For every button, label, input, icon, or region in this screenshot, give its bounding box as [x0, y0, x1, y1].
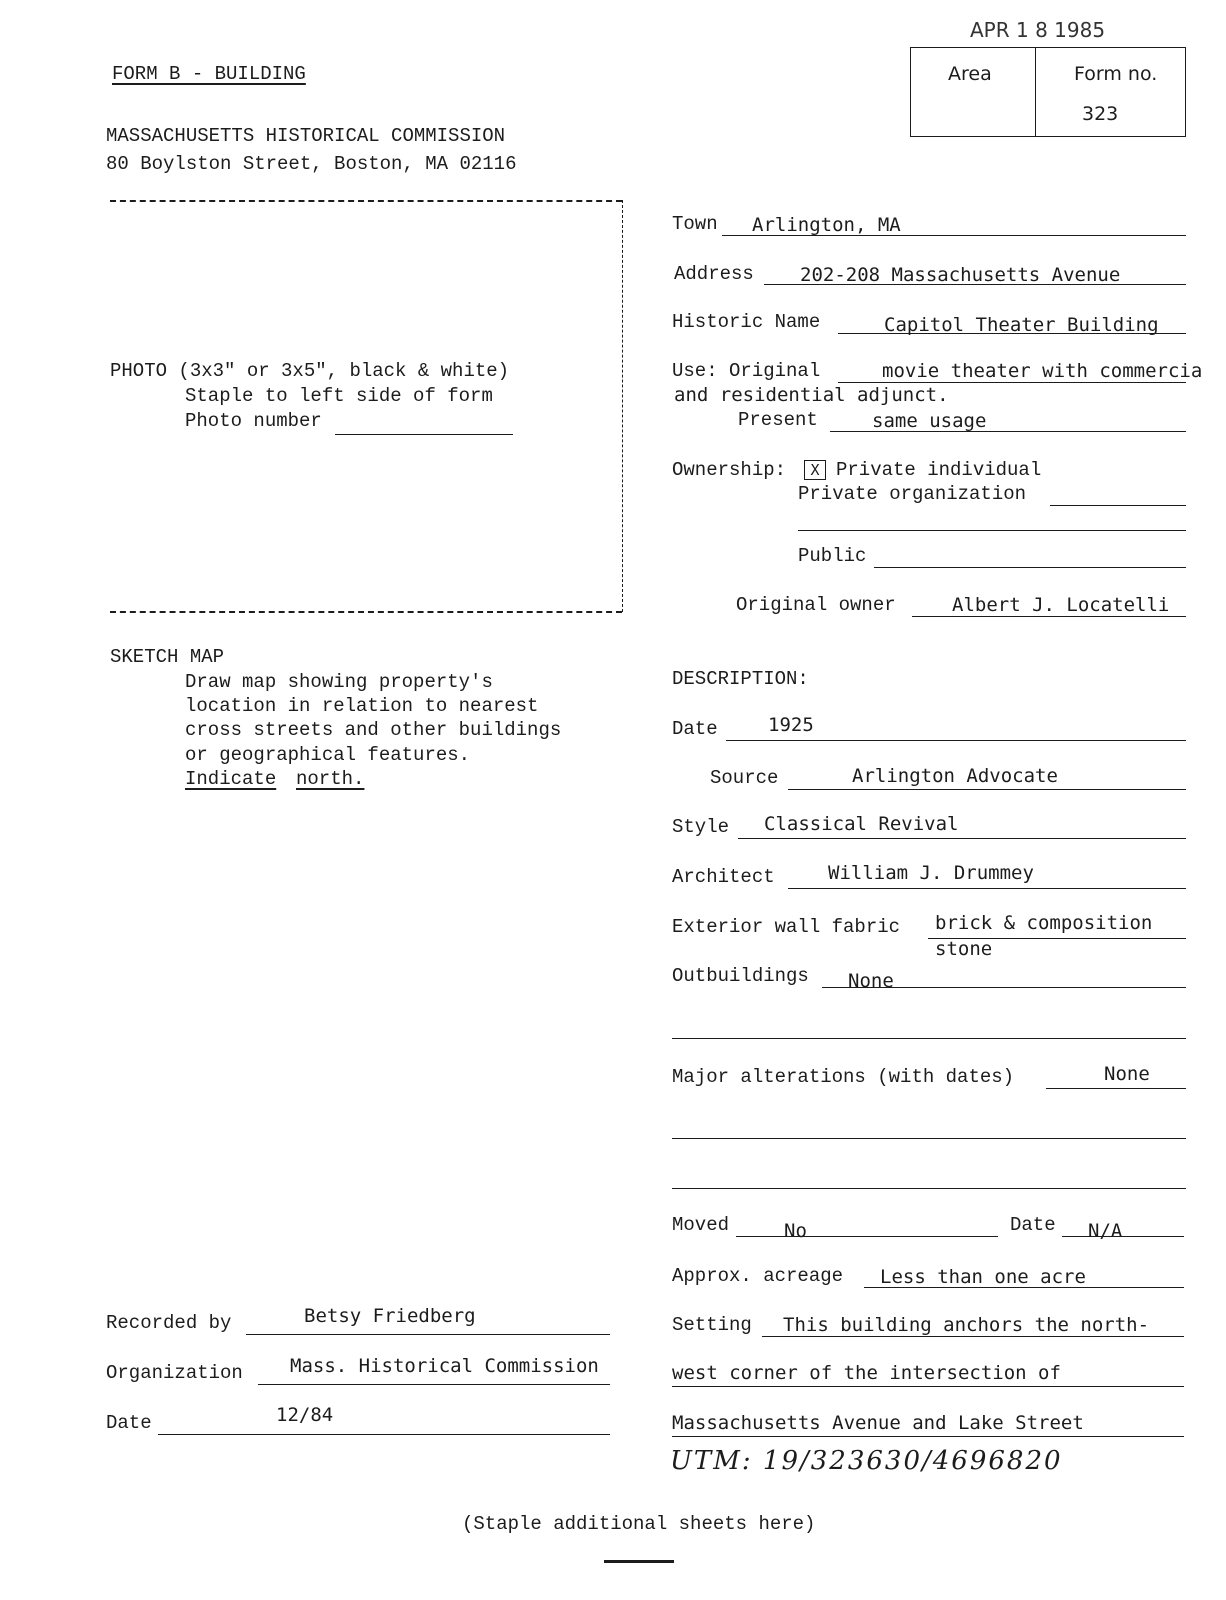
town-label: Town: [672, 213, 718, 235]
recorded-by-field[interactable]: Betsy Friedberg: [304, 1305, 476, 1327]
acreage-field[interactable]: Less than one acre: [880, 1266, 1086, 1288]
photo-number-label: Photo number: [185, 410, 322, 432]
exterior-wall-label: Exterior wall fabric: [672, 916, 901, 938]
moved-date-label: Date: [1010, 1214, 1056, 1236]
use-original-continued: and residential adjunct.: [674, 384, 949, 406]
organization-label: Organization: [106, 1362, 243, 1384]
sketch-indicate: Indicate: [185, 768, 277, 790]
outbuildings-field[interactable]: None: [848, 970, 894, 992]
description-heading: DESCRIPTION:: [672, 668, 809, 690]
photo-border-bottom: [110, 611, 622, 613]
alterations-label: Major alterations (with dates): [672, 1066, 1015, 1088]
setting-line-3: [672, 1436, 1184, 1437]
setting-line-1: [762, 1336, 1184, 1337]
date-line: [726, 740, 1186, 741]
alterations-line: [1046, 1088, 1186, 1089]
sketch-map-title: SKETCH MAP: [110, 646, 225, 668]
recorded-date-line: [158, 1434, 610, 1435]
recorded-by-line: [246, 1334, 610, 1335]
moved-field[interactable]: No: [784, 1220, 807, 1242]
photo-number-line: [335, 434, 513, 435]
commission-name: MASSACHUSETTS HISTORICAL COMMISSION: [106, 125, 506, 147]
sketch-line-3: cross streets and other buildings: [185, 719, 562, 741]
alterations-field[interactable]: None: [1104, 1063, 1150, 1085]
original-owner-field[interactable]: Albert J. Locatelli: [952, 594, 1170, 616]
source-label: Source: [710, 767, 779, 789]
architect-label: Architect: [672, 866, 775, 888]
id-box: [910, 47, 1186, 137]
moved-line: [736, 1236, 998, 1237]
moved-label: Moved: [672, 1214, 730, 1236]
use-original-label: Use: Original: [672, 360, 821, 382]
style-label: Style: [672, 816, 730, 838]
date-field[interactable]: 1925: [768, 714, 814, 736]
form-no-value: 323: [1082, 103, 1119, 125]
use-original-field[interactable]: movie theater with commercia: [882, 360, 1203, 382]
original-owner-line: [912, 616, 1186, 617]
sketch-line-4: or geographical features.: [185, 744, 471, 766]
received-stamp: APR 1 8 1985: [970, 18, 1106, 42]
sketch-line-2: location in relation to nearest: [185, 695, 539, 717]
organization-line: [258, 1384, 610, 1385]
setting-field-2[interactable]: west corner of the intersection of: [672, 1362, 1061, 1384]
moved-date-field[interactable]: N/A: [1088, 1220, 1123, 1242]
source-field[interactable]: Arlington Advocate: [852, 765, 1058, 787]
recorded-date-label: Date: [106, 1412, 152, 1434]
private-organization-line: [1050, 505, 1186, 506]
outbuildings-extra-line: [672, 1038, 1186, 1039]
setting-label: Setting: [672, 1314, 752, 1336]
private-individual-checkbox[interactable]: X: [804, 460, 826, 480]
alterations-extra-line-2: [672, 1188, 1186, 1189]
photo-instruction: PHOTO (3x3" or 3x5", black & white): [110, 360, 510, 382]
area-label: Area: [948, 63, 992, 85]
ownership-label: Ownership:: [672, 459, 787, 481]
date-label: Date: [672, 718, 718, 740]
outbuildings-label: Outbuildings: [672, 965, 809, 987]
present-field[interactable]: same usage: [872, 410, 987, 432]
address-field[interactable]: 202-208 Massachusetts Avenue: [800, 264, 1121, 286]
architect-field[interactable]: William J. Drummey: [828, 862, 1034, 884]
setting-line-2: [672, 1386, 1184, 1387]
historic-name-field[interactable]: Capitol Theater Building: [884, 314, 1159, 336]
sketch-north: north.: [296, 768, 365, 790]
recorded-date-field[interactable]: 12/84: [276, 1404, 334, 1426]
original-owner-label: Original owner: [736, 594, 896, 616]
form-title: FORM B - BUILDING: [112, 63, 306, 85]
address-label: Address: [674, 263, 754, 285]
form-no-label: Form no.: [1074, 63, 1158, 85]
exterior-wall-continued: stone: [935, 938, 993, 960]
town-field[interactable]: Arlington, MA: [752, 214, 901, 236]
acreage-label: Approx. acreage: [672, 1265, 844, 1287]
ownership-extra-line: [798, 530, 1186, 531]
photo-border-top: [110, 200, 622, 202]
exterior-wall-field[interactable]: brick & composition: [935, 912, 1153, 934]
private-individual-label: Private individual: [836, 459, 1042, 481]
recorded-by-label: Recorded by: [106, 1312, 232, 1334]
public-line: [874, 567, 1186, 568]
architect-line: [788, 888, 1186, 889]
organization-field[interactable]: Mass. Historical Commission: [290, 1355, 599, 1377]
photo-border-right: [622, 200, 623, 612]
public-label: Public: [798, 545, 867, 567]
staple-note: (Staple additional sheets here): [462, 1513, 816, 1535]
source-line: [788, 789, 1186, 790]
style-field[interactable]: Classical Revival: [764, 813, 959, 835]
footer-rule: [604, 1560, 674, 1563]
setting-field-1[interactable]: This building anchors the north-: [783, 1314, 1150, 1336]
style-line: [738, 838, 1186, 839]
private-organization-label: Private organization: [798, 483, 1027, 505]
alterations-extra-line-1: [672, 1138, 1186, 1139]
present-label: Present: [738, 409, 818, 431]
id-box-divider: [1035, 47, 1036, 136]
sketch-line-1: Draw map showing property's: [185, 671, 493, 693]
photo-staple-note: Staple to left side of form: [185, 385, 493, 407]
historic-name-label: Historic Name: [672, 311, 821, 333]
use-original-line: [838, 382, 1186, 383]
setting-field-3[interactable]: Massachusetts Avenue and Lake Street: [672, 1412, 1084, 1434]
utm-handwritten: UTM: 19/323630/4696820: [670, 1446, 1063, 1476]
commission-address: 80 Boylston Street, Boston, MA 02116: [106, 153, 517, 175]
moved-date-line: [1062, 1236, 1184, 1237]
